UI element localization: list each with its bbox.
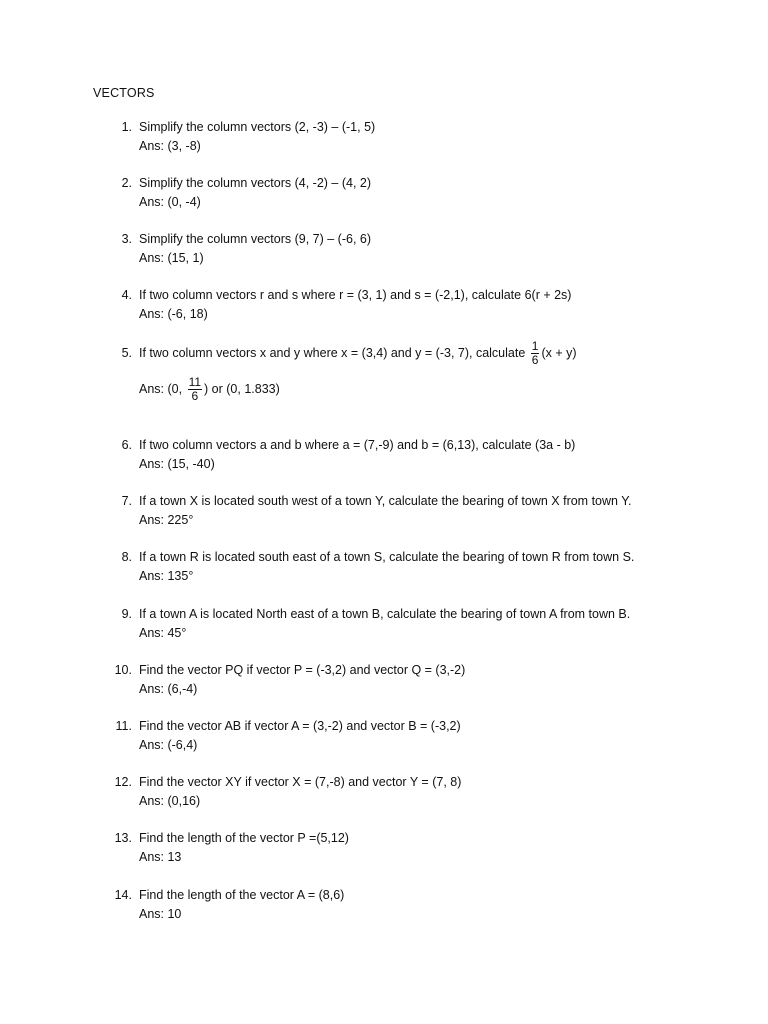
question-text: Simplify the column vectors (9, 7) – (-6, 6) bbox=[139, 232, 372, 246]
question-text: Simplify the column vectors (4, -2) – (4, 2) bbox=[139, 176, 372, 190]
question-number: 1 . bbox=[110, 118, 132, 137]
question-8 bbox=[110, 548, 710, 585]
answer-text: Ans: 135° bbox=[139, 568, 194, 583]
answer-text: Ans: 13 bbox=[139, 849, 182, 864]
fraction-numerator: 11 bbox=[188, 375, 202, 390]
question-text: If two column vectors a and b where a = (7,-9) and b = (6,13), calculate (3a - b) bbox=[139, 438, 576, 452]
answer-text: Ans: (0, -4) bbox=[139, 194, 201, 209]
question-text: Find the vector PQ if vector P = (-3,2) and vector Q = (3,-2) bbox=[139, 663, 466, 677]
question-3 bbox=[110, 230, 710, 267]
question-text: Find the vector XY if vector X = (7,-8) and vector Y = (7, 8) bbox=[139, 775, 462, 789]
question-text: If two column vectors r and s where r = (3, 1) and s = (-2,1), calculate 6(r + 2s) bbox=[139, 288, 572, 302]
question-text: Find the vector AB if vector A = (3,-2) and vector B = (-3,2) bbox=[139, 719, 461, 733]
answer-text: Ans: (3, -8) bbox=[139, 138, 201, 153]
fraction-numerator: 1 bbox=[531, 339, 539, 354]
question-5 bbox=[110, 335, 710, 407]
question-9 bbox=[110, 605, 710, 642]
question-12 bbox=[110, 773, 710, 810]
page-title: VECTORS bbox=[93, 86, 155, 100]
answer-text-pre: Ans: (0, bbox=[139, 382, 183, 396]
answer-text: Ans: 10 bbox=[139, 906, 182, 921]
question-number: 9 . bbox=[110, 605, 132, 624]
answer-text: Ans: (-6, 18) bbox=[139, 306, 208, 321]
question-number: 7 . bbox=[110, 492, 132, 511]
answer-text: Ans: (6,-4) bbox=[139, 681, 198, 696]
answer-text: Ans: (15, 1) bbox=[139, 250, 204, 265]
answer-text bbox=[139, 371, 710, 407]
question-text: If a town A is located North east of a town B, calculate the bearing of town A from town B. bbox=[139, 607, 631, 621]
question-number: 4 . bbox=[110, 286, 132, 305]
question-4 bbox=[110, 286, 710, 323]
answer-text: Ans: 45° bbox=[139, 625, 187, 640]
answer-text: Ans: (15, -40) bbox=[139, 456, 215, 471]
question-number: 6 . bbox=[110, 436, 132, 455]
fraction-denominator: 6 bbox=[531, 353, 539, 368]
question-text bbox=[139, 335, 710, 371]
question-text: If a town R is located south east of a town S, calculate the bearing of town R from town S. bbox=[139, 550, 635, 564]
question-text-post: (x + y) bbox=[541, 346, 577, 360]
question-1 bbox=[110, 118, 710, 155]
fraction-denominator: 6 bbox=[191, 389, 199, 404]
answer-text: Ans: (0,16) bbox=[139, 793, 201, 808]
question-number: 13 . bbox=[110, 829, 132, 848]
question-text: If a town X is located south west of a town Y, calculate the bearing of town X from town Y. bbox=[139, 494, 632, 508]
question-text: Simplify the column vectors (2, -3) – (-1, 5) bbox=[139, 120, 376, 134]
question-6 bbox=[110, 436, 710, 473]
question-number: 11 . bbox=[110, 717, 132, 736]
question-number: 8 . bbox=[110, 548, 132, 567]
question-number: 12 . bbox=[110, 773, 132, 792]
answer-text: Ans: (-6,4) bbox=[139, 737, 198, 752]
question-number: 14 . bbox=[110, 886, 132, 905]
question-7 bbox=[110, 492, 710, 529]
question-14 bbox=[110, 886, 710, 923]
question-number: 3 . bbox=[110, 230, 132, 249]
question-2 bbox=[110, 174, 710, 211]
question-10 bbox=[110, 661, 710, 698]
question-text: Find the length of the vector A = (8,6) bbox=[139, 888, 345, 902]
question-text-pre: If two column vectors x and y where x = (3,4) and y = (-3, 7), calculate bbox=[139, 346, 526, 360]
question-text: Find the length of the vector P =(5,12) bbox=[139, 831, 349, 845]
fraction-one-sixth bbox=[531, 340, 540, 367]
question-number: 5 . bbox=[110, 344, 132, 363]
question-13 bbox=[110, 829, 710, 866]
answer-text-post: ) or (0, 1.833) bbox=[204, 382, 280, 396]
question-number: 10 . bbox=[110, 661, 132, 680]
question-number: 2 . bbox=[110, 174, 132, 193]
fraction-eleven-sixths bbox=[188, 376, 202, 403]
answer-text: Ans: 225° bbox=[139, 512, 194, 527]
question-11 bbox=[110, 717, 710, 754]
